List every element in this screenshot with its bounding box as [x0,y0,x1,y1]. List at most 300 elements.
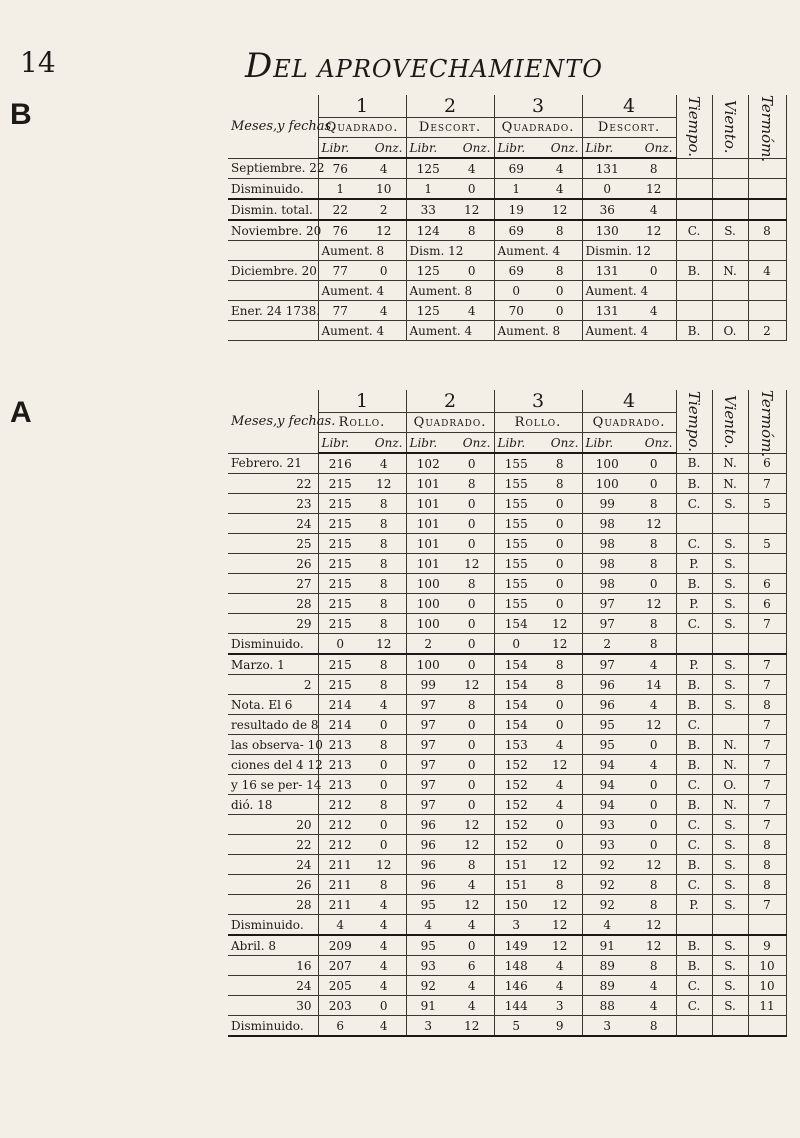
table-row [228,241,786,261]
cell-libr: 3 [582,1016,632,1037]
cell-onz: 0 [450,261,494,281]
row-label: Disminuido. [228,634,318,655]
cell-onz: 8 [450,574,494,594]
cell-libr: 95 [406,935,450,956]
cell-termometro: 7 [748,895,786,915]
cell-libr: 97 [406,715,450,735]
cell-libr: 70 [494,301,538,321]
cell-libr: 155 [494,594,538,614]
cell-libr: 1 [406,179,450,200]
column-number: 3 [494,390,582,413]
cell-libr: 212 [318,835,362,855]
table-row [228,654,786,675]
cell-libr: 93 [582,815,632,835]
cell-onz: 0 [538,534,582,554]
cell-libr: 151 [494,875,538,895]
cell-viento [712,179,748,200]
cell-termometro: 10 [748,956,786,976]
cell-tiempo: B. [676,795,712,815]
row-label: 2 [228,675,318,695]
table-row [228,855,786,875]
row-label: 29 [228,614,318,634]
cell-termometro [748,281,786,301]
cell-onz: 0 [450,453,494,474]
cell-onz: 8 [632,534,676,554]
cell-termometro [748,634,786,655]
cell-libr: 5 [494,1016,538,1037]
cell-viento: S. [712,815,748,835]
cell-termometro: 7 [748,675,786,695]
cell-onz: 12 [362,855,406,875]
cell-termometro: 7 [748,654,786,675]
column-number: 2 [406,390,494,413]
cell-viento: N. [712,261,748,281]
cell-onz: 12 [450,199,494,220]
cell-termometro [748,241,786,261]
cell-onz: 0 [450,755,494,775]
cell-onz: 12 [450,815,494,835]
cell-termometro: 7 [748,815,786,835]
cell-onz: 0 [632,775,676,795]
table-row [228,675,786,695]
cell-onz: 8 [632,158,676,179]
cell-viento: S. [712,835,748,855]
cell-termometro: 8 [748,875,786,895]
group-header: Quadrado. [494,118,582,138]
cell-libr: 99 [582,494,632,514]
cell-libr: 155 [494,453,538,474]
margin-mark-a: A [10,396,32,429]
cell-libr: 97 [406,795,450,815]
cell-note: Aument. 4 [494,241,582,261]
cell-libr: 155 [494,514,538,534]
cell-onz: 0 [450,594,494,614]
cell-onz: 8 [538,220,582,241]
cell-onz: 12 [450,675,494,695]
table-row [228,494,786,514]
column-number: 4 [582,390,676,413]
table-row [228,261,786,281]
row-label: Disminuido. [228,1016,318,1037]
cell-tiempo [676,301,712,321]
cell-onz: 8 [632,875,676,895]
cell-onz: 8 [450,855,494,875]
cell-libr: 100 [582,474,632,494]
cell-onz: 4 [632,199,676,220]
cell-onz: 0 [538,281,582,301]
cell-onz: 0 [362,835,406,855]
cell-onz: 4 [450,996,494,1016]
cell-onz: 14 [632,675,676,695]
unit-libr: Libr. [494,433,538,454]
cell-note: Aument. 8 [494,321,582,341]
cell-onz: 8 [632,494,676,514]
cell-libr: 1 [318,179,362,200]
cell-onz: 4 [632,976,676,996]
cell-viento [712,241,748,261]
measurements-table-1 [228,95,787,341]
unit-onz: Onz. [450,138,494,159]
cell-tiempo: B. [676,755,712,775]
group-header: Descort. [582,118,676,138]
cell-libr: 101 [406,514,450,534]
cell-libr: 98 [582,574,632,594]
cell-termometro: 7 [748,715,786,735]
cell-note: Aument. 4 [582,281,676,301]
side-header: Termóm. [748,95,786,158]
table-row [228,634,786,655]
table-row [228,614,786,634]
cell-libr: 213 [318,775,362,795]
row-label: resultado de 8 [228,715,318,735]
cell-note: Aument. 8 [406,281,494,301]
cell-viento [712,514,748,534]
cell-tiempo: B. [676,735,712,755]
column-number: 2 [406,95,494,118]
row-label: 23 [228,494,318,514]
cell-viento: S. [712,534,748,554]
unit-onz: Onz. [450,433,494,454]
cell-libr: 155 [494,534,538,554]
cell-libr: 124 [406,220,450,241]
cell-libr: 152 [494,835,538,855]
cell-onz: 12 [632,855,676,875]
cell-libr: 2 [406,634,450,655]
cell-onz: 0 [538,835,582,855]
cell-onz: 0 [538,514,582,534]
cell-viento: S. [712,220,748,241]
cell-viento [712,281,748,301]
row-label: Dismin. total. [228,199,318,220]
cell-libr: 0 [582,179,632,200]
cell-onz: 0 [450,654,494,675]
cell-tiempo: B. [676,935,712,956]
cell-onz: 0 [632,735,676,755]
cell-onz: 12 [632,715,676,735]
cell-termometro: 7 [748,614,786,634]
cell-termometro: 10 [748,976,786,996]
cell-onz: 0 [362,996,406,1016]
cell-tiempo: B. [676,956,712,976]
cell-termometro [748,179,786,200]
cell-tiempo: B. [676,453,712,474]
cell-onz: 0 [450,534,494,554]
cell-libr: 154 [494,614,538,634]
cell-onz: 12 [538,855,582,875]
cell-onz: 12 [538,755,582,775]
running-header [0,8,800,86]
table-row [228,321,786,341]
cell-onz: 4 [362,301,406,321]
cell-termometro: 8 [748,855,786,875]
cell-libr: 96 [406,815,450,835]
cell-libr: 76 [318,158,362,179]
unit-onz: Onz. [632,138,676,159]
cell-onz: 8 [538,453,582,474]
cell-libr: 155 [494,494,538,514]
cell-onz: 0 [450,614,494,634]
cell-libr: 0 [318,634,362,655]
cell-onz: 12 [362,634,406,655]
row-label: Febrero. 21 [228,453,318,474]
cell-libr: 98 [582,534,632,554]
column-number: 1 [318,390,406,413]
cell-tiempo: C. [676,494,712,514]
cell-onz: 8 [538,875,582,895]
table-row [228,875,786,895]
row-label: Noviembre. 20 [228,220,318,241]
cell-onz: 4 [362,895,406,915]
table-row [228,453,786,474]
cell-libr: 125 [406,301,450,321]
cell-viento: S. [712,855,748,875]
cell-onz: 8 [538,675,582,695]
row-label [228,321,318,341]
cell-tiempo: B. [676,855,712,875]
table-row [228,199,786,220]
cell-onz: 12 [362,220,406,241]
cell-tiempo: P. [676,654,712,675]
cell-tiempo [676,915,712,936]
cell-onz: 12 [538,199,582,220]
cell-termometro: 8 [748,695,786,715]
cell-onz: 0 [450,795,494,815]
cell-onz: 8 [362,795,406,815]
cell-onz: 12 [450,895,494,915]
group-header: Quadrado. [406,413,494,433]
cell-libr: 98 [582,554,632,574]
cell-libr: 96 [582,695,632,715]
side-header: Tiempo. [676,390,712,453]
cell-viento: S. [712,594,748,614]
table-row [228,301,786,321]
cell-note: Dismin. 12 [582,241,676,261]
header-label: Meses,y fechas. [228,390,318,453]
cell-viento: S. [712,695,748,715]
cell-libr: 154 [494,715,538,735]
cell-libr: 213 [318,735,362,755]
cell-libr: 77 [318,301,362,321]
cell-libr: 155 [494,474,538,494]
cell-libr: 95 [582,715,632,735]
cell-tiempo: P. [676,895,712,915]
column-number: 1 [318,95,406,118]
cell-onz: 12 [538,614,582,634]
cell-tiempo: B. [676,574,712,594]
cell-libr: 93 [406,956,450,976]
cell-onz: 8 [450,220,494,241]
cell-libr: 131 [582,301,632,321]
unit-libr: Libr. [406,433,450,454]
unit-onz: Onz. [362,138,406,159]
row-label: 27 [228,574,318,594]
group-header: Quadrado. [582,413,676,433]
cell-onz: 4 [362,976,406,996]
cell-onz: 12 [632,594,676,614]
cell-libr: 130 [582,220,632,241]
cell-onz: 12 [538,915,582,936]
table-row [228,935,786,956]
row-label: 22 [228,835,318,855]
cell-libr: 92 [582,855,632,875]
unit-libr: Libr. [318,433,362,454]
row-label [228,241,318,261]
side-header: Tiempo. [676,95,712,158]
cell-libr: 152 [494,755,538,775]
cell-tiempo [676,158,712,179]
cell-libr: 100 [406,654,450,675]
cell-viento: N. [712,735,748,755]
cell-tiempo: C. [676,875,712,895]
cell-viento: S. [712,675,748,695]
cell-termometro: 6 [748,453,786,474]
cell-onz: 4 [538,158,582,179]
cell-tiempo: B. [676,675,712,695]
cell-libr: 33 [406,199,450,220]
cell-onz: 8 [632,1016,676,1037]
cell-tiempo: C. [676,815,712,835]
cell-libr: 0 [494,281,538,301]
cell-onz: 4 [450,158,494,179]
row-label: Disminuido. [228,179,318,200]
cell-libr: 102 [406,453,450,474]
unit-libr: Libr. [406,138,450,159]
unit-libr: Libr. [494,138,538,159]
cell-libr: 95 [406,895,450,915]
cell-tiempo: P. [676,554,712,574]
cell-termometro: 11 [748,996,786,1016]
table-row [228,281,786,301]
cell-onz: 0 [632,261,676,281]
cell-libr: 213 [318,755,362,775]
cell-libr: 154 [494,675,538,695]
group-header: Quadrado. [318,118,406,138]
cell-onz: 4 [450,976,494,996]
cell-onz: 8 [450,695,494,715]
cell-libr: 215 [318,554,362,574]
cell-onz: 8 [362,614,406,634]
cell-viento [712,915,748,936]
cell-libr: 89 [582,976,632,996]
row-label: 24 [228,855,318,875]
header-label: Meses,y fechas. [228,95,318,158]
cell-libr: 99 [406,675,450,695]
cell-libr: 96 [406,855,450,875]
cell-tiempo: B. [676,695,712,715]
cell-libr: 100 [406,574,450,594]
cell-onz: 8 [632,634,676,655]
cell-libr: 92 [582,895,632,915]
cell-libr: 152 [494,775,538,795]
cell-onz: 8 [450,474,494,494]
cell-onz: 0 [538,715,582,735]
row-label: 30 [228,996,318,1016]
cell-libr: 93 [582,835,632,855]
cell-libr: 207 [318,956,362,976]
table-row [228,895,786,915]
row-label: 26 [228,554,318,574]
cell-onz: 8 [362,494,406,514]
cell-onz: 12 [538,935,582,956]
cell-libr: 69 [494,220,538,241]
cell-libr: 1 [494,179,538,200]
cell-viento: N. [712,453,748,474]
cell-onz: 0 [538,494,582,514]
cell-onz: 12 [632,220,676,241]
cell-libr: 2 [582,634,632,655]
cell-onz: 12 [632,179,676,200]
side-header: Termóm. [748,390,786,453]
cell-libr: 212 [318,795,362,815]
cell-viento: S. [712,654,748,675]
running-head [245,46,603,86]
row-label: ciones del 4 12 [228,755,318,775]
cell-onz: 4 [632,654,676,675]
cell-libr: 215 [318,494,362,514]
cell-tiempo [676,1016,712,1037]
cell-libr: 94 [582,795,632,815]
cell-libr: 77 [318,261,362,281]
cell-note: Dism. 12 [406,241,494,261]
cell-viento [712,1016,748,1037]
cell-onz: 8 [362,574,406,594]
cell-onz: 0 [632,474,676,494]
page-number: 14 [20,46,56,79]
table-row [228,1016,786,1037]
cell-onz: 8 [632,956,676,976]
cell-termometro: 5 [748,494,786,514]
cell-tiempo [676,199,712,220]
cell-onz: 0 [450,494,494,514]
table-row [228,695,786,715]
cell-libr: 94 [582,775,632,795]
cell-termometro: 6 [748,594,786,614]
cell-libr: 97 [406,695,450,715]
table-row [228,996,786,1016]
table-row [228,755,786,775]
cell-viento: O. [712,321,748,341]
cell-termometro [748,915,786,936]
cell-libr: 0 [494,634,538,655]
cell-viento: S. [712,976,748,996]
cell-onz: 0 [538,815,582,835]
cell-libr: 96 [406,875,450,895]
cell-onz: 4 [450,875,494,895]
unit-libr: Libr. [582,138,632,159]
cell-libr: 125 [406,158,450,179]
cell-libr: 211 [318,875,362,895]
cell-tiempo: C. [676,976,712,996]
cell-libr: 101 [406,554,450,574]
cell-onz: 0 [632,835,676,855]
cell-libr: 203 [318,996,362,1016]
cell-onz: 3 [538,996,582,1016]
cell-viento: S. [712,494,748,514]
cell-libr: 215 [318,514,362,534]
cell-libr: 215 [318,675,362,695]
cell-libr: 155 [494,554,538,574]
cell-onz: 0 [450,715,494,735]
table-row [228,795,786,815]
cell-onz: 4 [362,1016,406,1037]
cell-onz: 4 [632,695,676,715]
cell-libr: 96 [406,835,450,855]
column-number: 4 [582,95,676,118]
cell-onz: 12 [632,915,676,936]
cell-libr: 151 [494,855,538,875]
group-header: Rollo. [318,413,406,433]
cell-libr: 154 [494,695,538,715]
